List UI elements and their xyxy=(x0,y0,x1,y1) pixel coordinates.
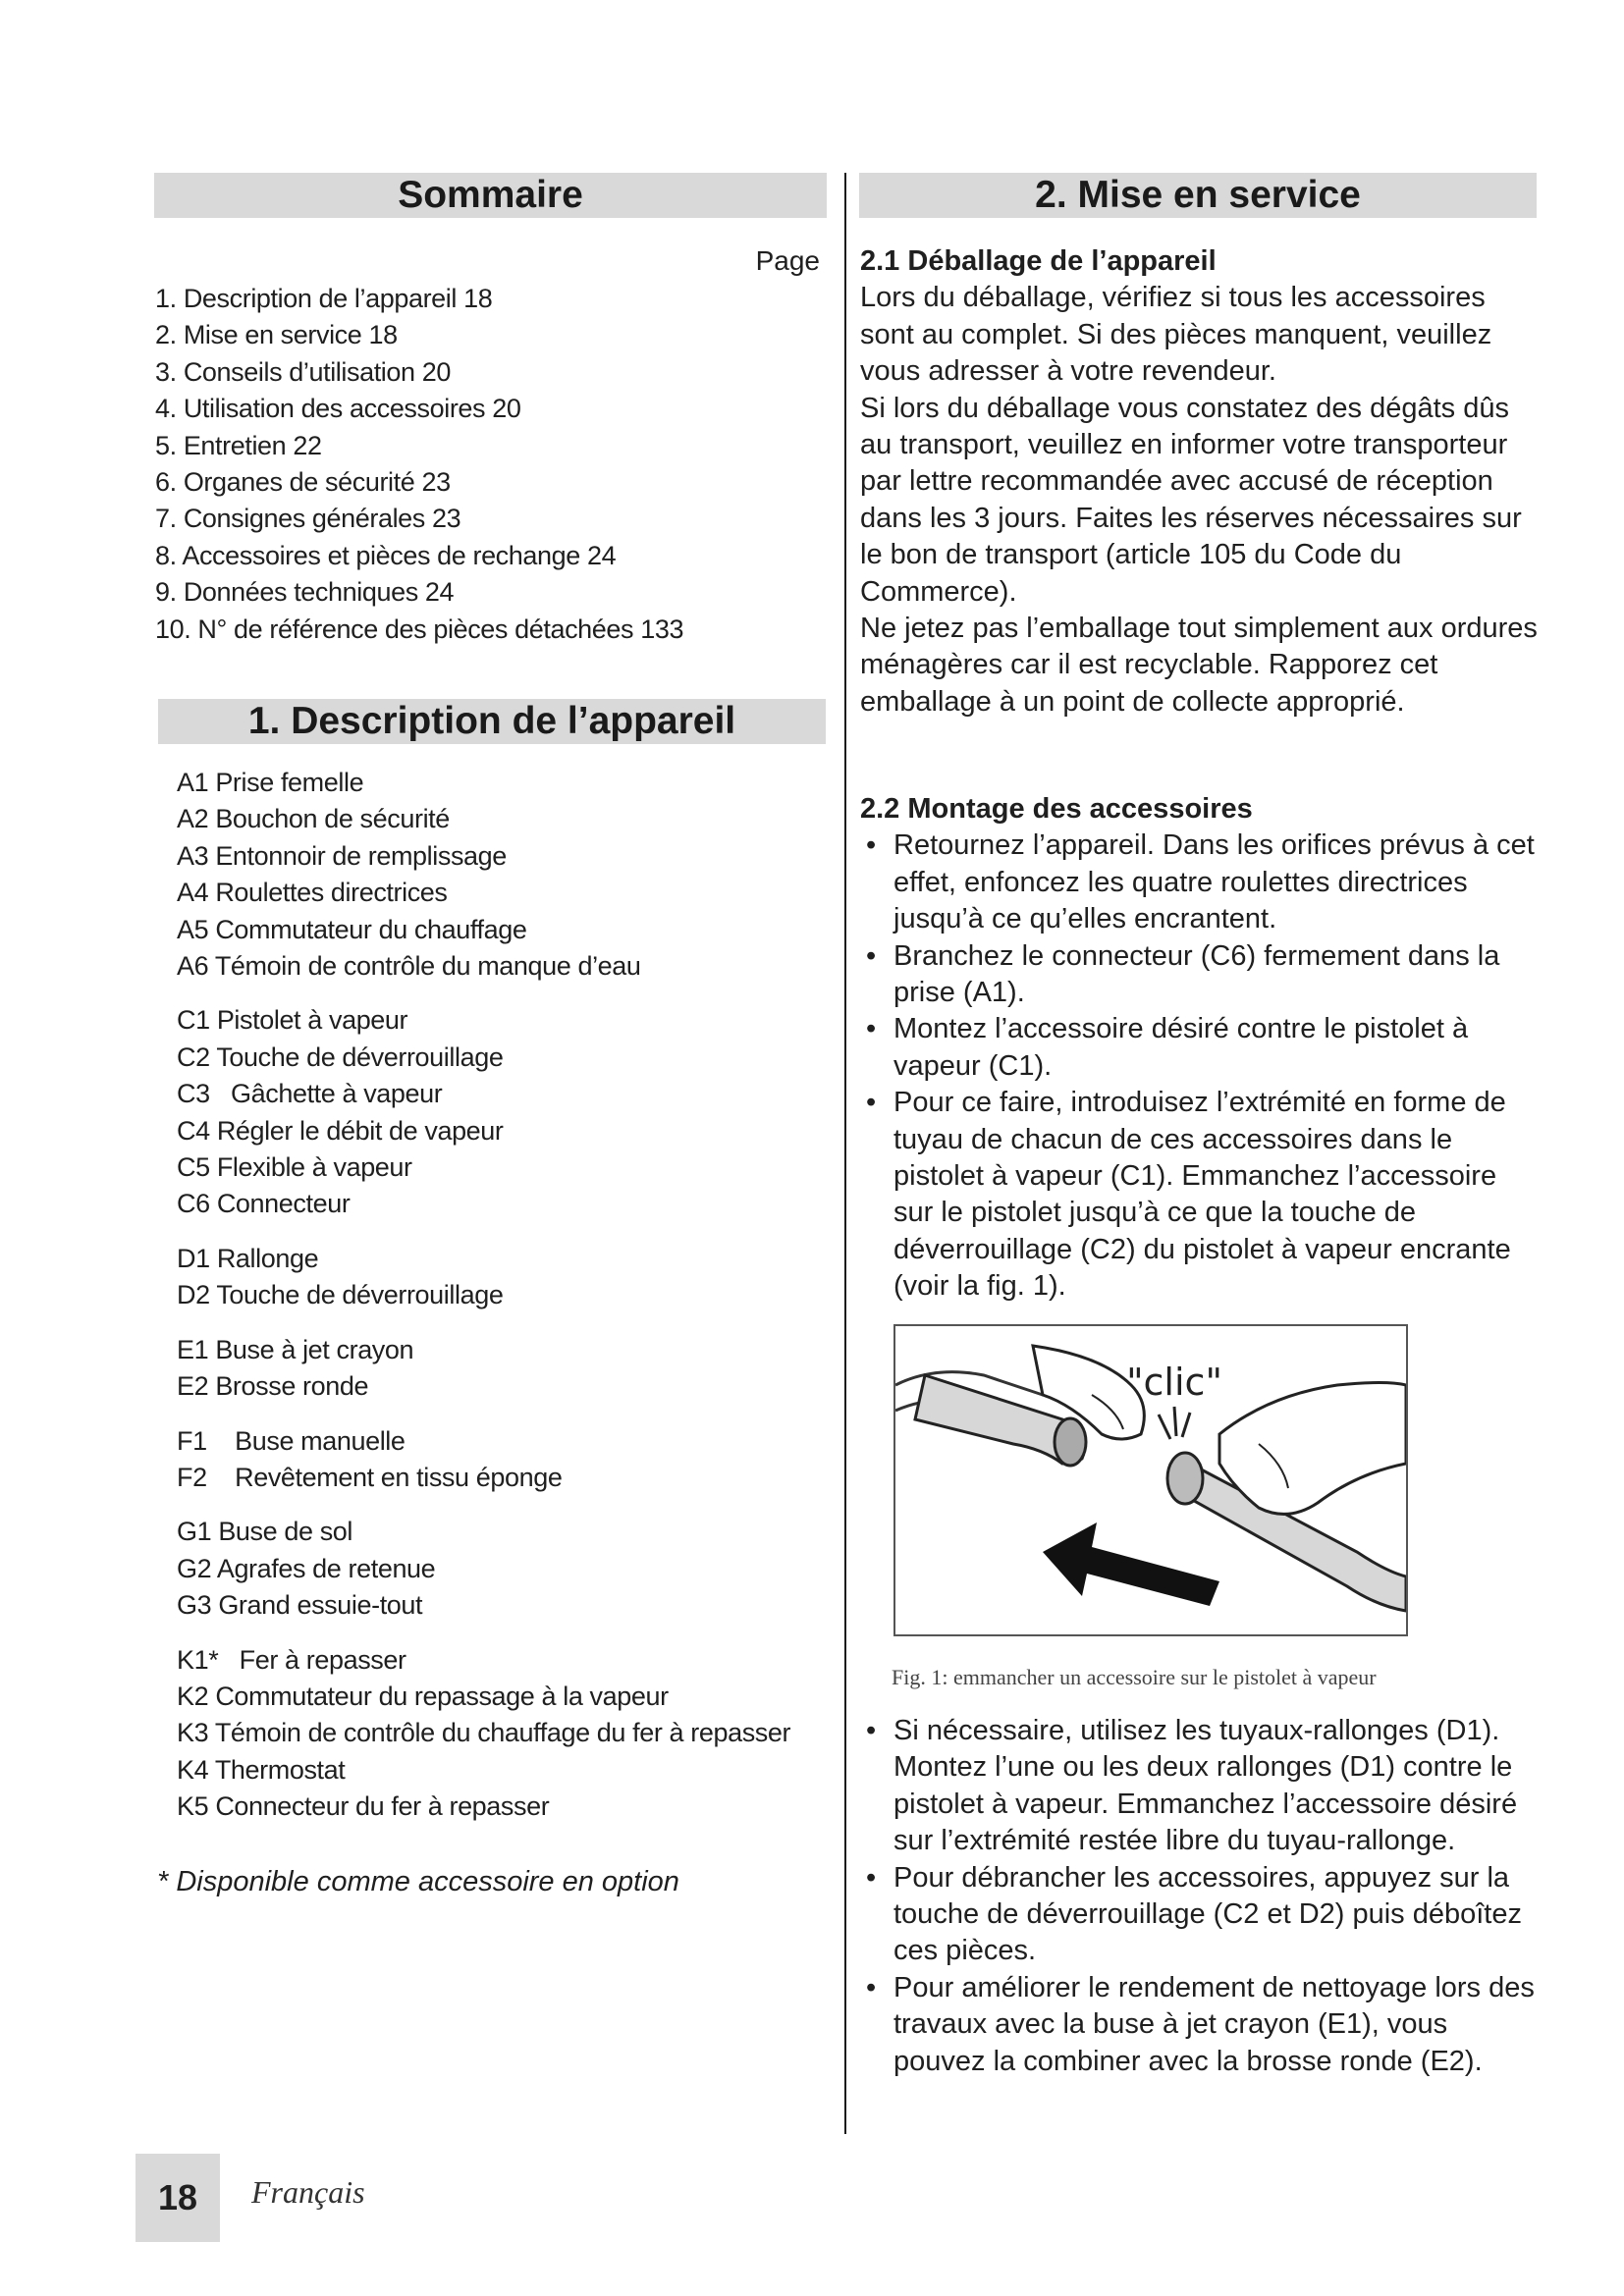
part-item: A3 Entonnoir de remplissage xyxy=(177,840,507,871)
parts-group-g xyxy=(177,1514,825,1624)
mise-en-service-heading: 2. Mise en service xyxy=(859,173,1537,218)
list-item: • Montez l’accessoire désiré contre le pistolet à vapeur (C1). xyxy=(860,1011,1538,1085)
part-item: G2 Agrafes de retenue xyxy=(177,1553,436,1583)
section-assembly-continued xyxy=(860,1713,1538,2080)
part-item: C1 Pistolet à vapeur xyxy=(177,1005,408,1036)
part-item: F2 Revêtement en tissu éponge xyxy=(177,1462,563,1492)
section-assembly xyxy=(860,791,1538,1306)
part-item: A6 Témoin de contrôle du manque d’eau xyxy=(177,951,641,982)
option-footnote: * Disponible comme accessoire en option xyxy=(157,1866,679,1897)
toc-item: 7. Consignes générales 23 xyxy=(155,504,461,534)
part-item: A1 Prise femelle xyxy=(177,768,364,797)
part-item: C2 Touche de déverrouillage xyxy=(177,1041,504,1072)
list-item: • Pour améliorer le rendement de nettoyage lors des travaux avec la buse à jet crayon (E1), vous pouvez la combiner avec la brosse ronde (E2). xyxy=(860,1970,1538,2080)
bullet-list xyxy=(860,1713,1538,2080)
language-label: Français xyxy=(251,2174,365,2210)
column-divider xyxy=(844,173,846,2134)
parts-group-a xyxy=(177,765,825,985)
toc-item: 8. Accessoires et pièces de rechange 24 xyxy=(155,540,617,570)
toc-item: 6. Organes de sécurité 23 xyxy=(155,467,451,498)
section-title: 2.2 Montage des accessoires xyxy=(860,793,1253,825)
part-item: G1 Buse de sol xyxy=(177,1517,353,1547)
toc-item: 4. Utilisation des accessoires 20 xyxy=(155,394,521,424)
paragraph: Ne jetez pas l’emballage tout simplement aux ordures ménagères car il est recyclable. Rapporez cet emballage à un point de collecte approprié. xyxy=(860,613,1538,718)
toc-item: 5. Entretien 22 xyxy=(155,430,322,460)
list-item: • Si nécessaire, utilisez les tuyaux-rallonges (D1). Montez l’une ou les deux rallonges (D1) contre le pistolet à vapeur. Emmanchez l’accessoire désiré sur l’extrémité restée libre du tuyau-rallonge. xyxy=(860,1713,1538,1860)
part-item: K2 Commutateur du repassage à la vapeur xyxy=(177,1681,669,1711)
list-item: • Branchez le connecteur (C6) fermement dans la prise (A1). xyxy=(860,938,1538,1012)
part-item: A4 Roulettes directrices xyxy=(177,878,448,908)
part-item: A5 Commutateur du chauffage xyxy=(177,914,527,944)
section-unpacking xyxy=(860,243,1538,721)
parts-list xyxy=(177,765,825,1843)
toc-item: 10. N° de référence des pièces détachées 133 xyxy=(155,614,684,644)
figure-caption: Fig. 1: emmancher un accessoire sur le pistolet à vapeur xyxy=(892,1665,1377,1689)
parts-group-c xyxy=(177,1002,825,1222)
part-item: E2 Brosse ronde xyxy=(177,1371,369,1402)
part-item: C5 Flexible à vapeur xyxy=(177,1152,412,1183)
description-heading: 1. Description de l’appareil xyxy=(158,699,826,744)
parts-group-e xyxy=(177,1332,825,1406)
parts-group-k xyxy=(177,1642,825,1826)
section-title: 2.1 Déballage de l’appareil xyxy=(860,245,1217,277)
part-item: G3 Grand essuie-tout xyxy=(177,1590,423,1621)
paragraph: Lors du déballage, vérifiez si tous les accessoires sont au complet. Si des pièces manquent, veuillez vous adresser à votre revendeur. xyxy=(860,282,1492,388)
figure-clic-label: "clic" xyxy=(1126,1361,1222,1404)
table-of-contents xyxy=(155,281,683,648)
list-item: • Pour débrancher les accessoires, appuyez sur la touche de déverrouillage (C2 et D2) puis déboîtez ces pièces. xyxy=(860,1860,1538,1970)
list-item: • Retournez l’appareil. Dans les orifices prévus à cet effet, enfoncez les quatre roulettes directrices jusqu’à ce qu’elles encrantent. xyxy=(860,828,1538,937)
toc-item: 2. Mise en service 18 xyxy=(155,320,398,350)
page-number: 18 xyxy=(135,2154,220,2242)
toc-item: 3. Conseils d’utilisation 20 xyxy=(155,356,451,387)
part-item: E1 Buse à jet crayon xyxy=(177,1334,414,1364)
paragraph: Si lors du déballage vous constatez des dégâts dûs au transport, veuillez en informer votre transporteur par lettre recommandée avec accusé de réception dans les 3 jours. Faites les réserves nécessaires sur le bon de transport (article 105 du Code du Commerce). xyxy=(860,392,1522,608)
part-item: C3 Gâchette à vapeur xyxy=(177,1079,443,1109)
hands-attaching-accessory-illustration xyxy=(895,1326,1406,1634)
list-item: • Pour ce faire, introduisez l’extrémité en forme de tuyau de chacun de ces accessoires dans le pistolet à vapeur (C1). Emmanchez l’accessoire sur le pistolet jusqu’à ce que la touche de déverrouillage (C2) du pistolet à vapeur encrante (voir la fig. 1). xyxy=(860,1085,1538,1305)
parts-group-f xyxy=(177,1423,825,1497)
part-item: C4 Régler le débit de vapeur xyxy=(177,1115,504,1146)
figure-1-illustration xyxy=(893,1324,1408,1636)
parts-group-d xyxy=(177,1241,825,1314)
part-item: F1 Buse manuelle xyxy=(177,1425,406,1456)
part-item: K3 Témoin de contrôle du chauffage du fer à repasser xyxy=(177,1718,791,1748)
part-item: K4 Thermostat xyxy=(177,1754,346,1785)
part-item: A2 Bouchon de sécurité xyxy=(177,804,450,834)
page-column-label: Page xyxy=(755,245,820,276)
part-item: K1* Fer à repasser xyxy=(177,1644,406,1675)
bullet-list xyxy=(860,828,1538,1305)
sommaire-heading: Sommaire xyxy=(154,173,827,218)
part-item: K5 Connecteur du fer à repasser xyxy=(177,1791,550,1822)
toc-item: 1. Description de l’appareil 18 xyxy=(155,284,493,313)
part-item: D1 Rallonge xyxy=(177,1243,319,1273)
toc-item: 9. Données techniques 24 xyxy=(155,577,455,608)
part-item: C6 Connecteur xyxy=(177,1189,351,1219)
part-item: D2 Touche de déverrouillage xyxy=(177,1280,504,1310)
